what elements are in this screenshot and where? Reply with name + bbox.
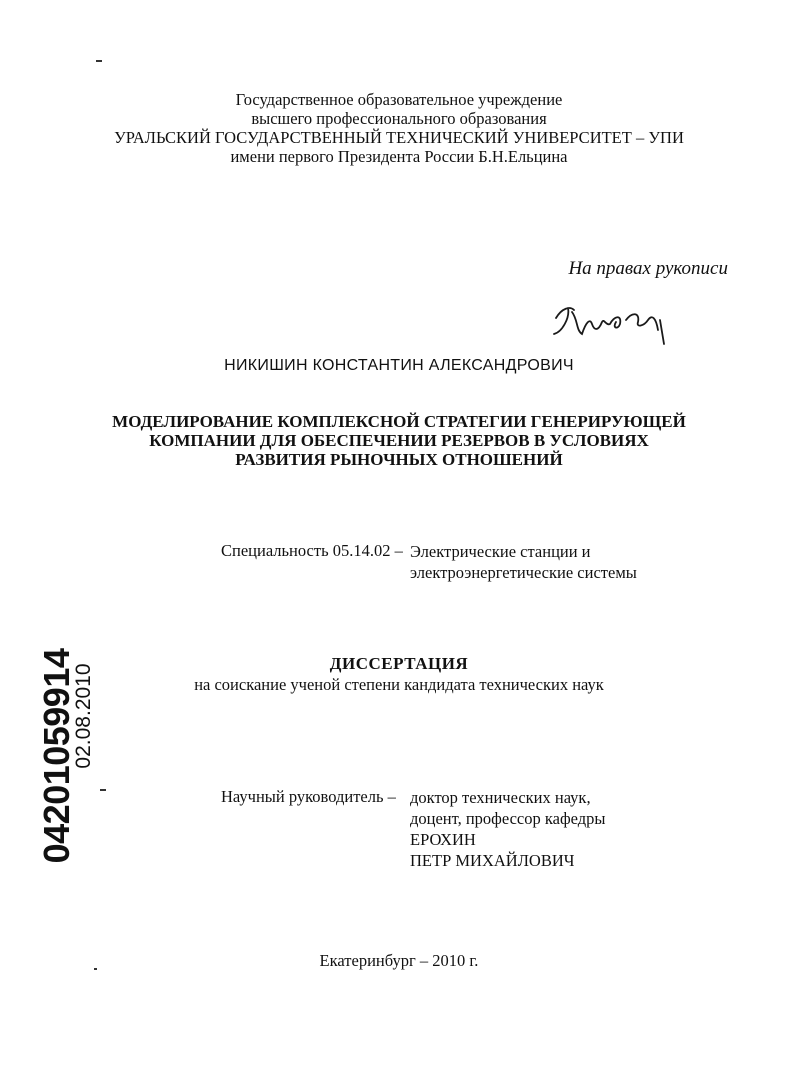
degree-line: на соискание ученой степени кандидата технических наук	[194, 675, 604, 694]
institution-line-3: УРАЛЬСКИЙ ГОСУДАРСТВЕННЫЙ ТЕХНИЧЕСКИЙ УНИВЕРСИТЕТ – УПИ	[114, 128, 684, 147]
dissertation-heading: ДИССЕРТАЦИЯ	[329, 654, 469, 673]
specialty-value	[410, 541, 637, 583]
author-name: НИКИШИН КОНСТАНТИН АЛЕКСАНДРОВИЧ	[224, 357, 574, 374]
stamp-number: 04201059914	[36, 648, 77, 864]
specialty-line-1: Электрические станции и	[410, 542, 591, 561]
scan-mark	[96, 60, 102, 62]
institution-line-2: высшего профессионального образования	[251, 109, 547, 128]
library-stamp	[22, 640, 95, 870]
title-line-1: МОДЕЛИРОВАНИЕ КОМПЛЕКСНОЙ СТРАТЕГИИ ГЕНЕРИРУЮЩЕЙ	[112, 412, 686, 431]
supervisor-line-4: ПЕТР МИХАЙЛОВИЧ	[410, 851, 575, 870]
stamp-date: 02.08.2010	[72, 663, 95, 769]
author-signature	[548, 300, 678, 352]
supervisor-details	[410, 787, 606, 871]
specialty-label: Специальность 05.14.02 –	[221, 541, 403, 560]
thesis-title	[0, 412, 798, 469]
place-year: Екатеринбург – 2010 г.	[319, 951, 479, 970]
institution-line-1: Государственное образовательное учреждение	[235, 90, 563, 109]
title-line-2: КОМПАНИИ ДЛЯ ОБЕСПЕЧЕНИИ РЕЗЕРВОВ В УСЛОВИЯХ	[149, 431, 649, 450]
supervisor-line-3: ЕРОХИН	[410, 830, 476, 849]
institution-line-4: имени первого Президента России Б.Н.Ельцина	[230, 147, 568, 166]
rights-note: На правах рукописи	[568, 258, 728, 279]
scan-mark	[100, 789, 106, 791]
supervisor-label: Научный руководитель –	[221, 787, 396, 806]
supervisor-line-1: доктор технических наук,	[410, 788, 591, 807]
institution-header	[0, 90, 798, 166]
supervisor-line-2: доцент, профессор кафедры	[410, 809, 606, 828]
title-line-3: РАЗВИТИЯ РЫНОЧНЫХ ОТНОШЕНИЙ	[235, 450, 563, 469]
specialty-line-2: электроэнергетические системы	[410, 563, 637, 582]
